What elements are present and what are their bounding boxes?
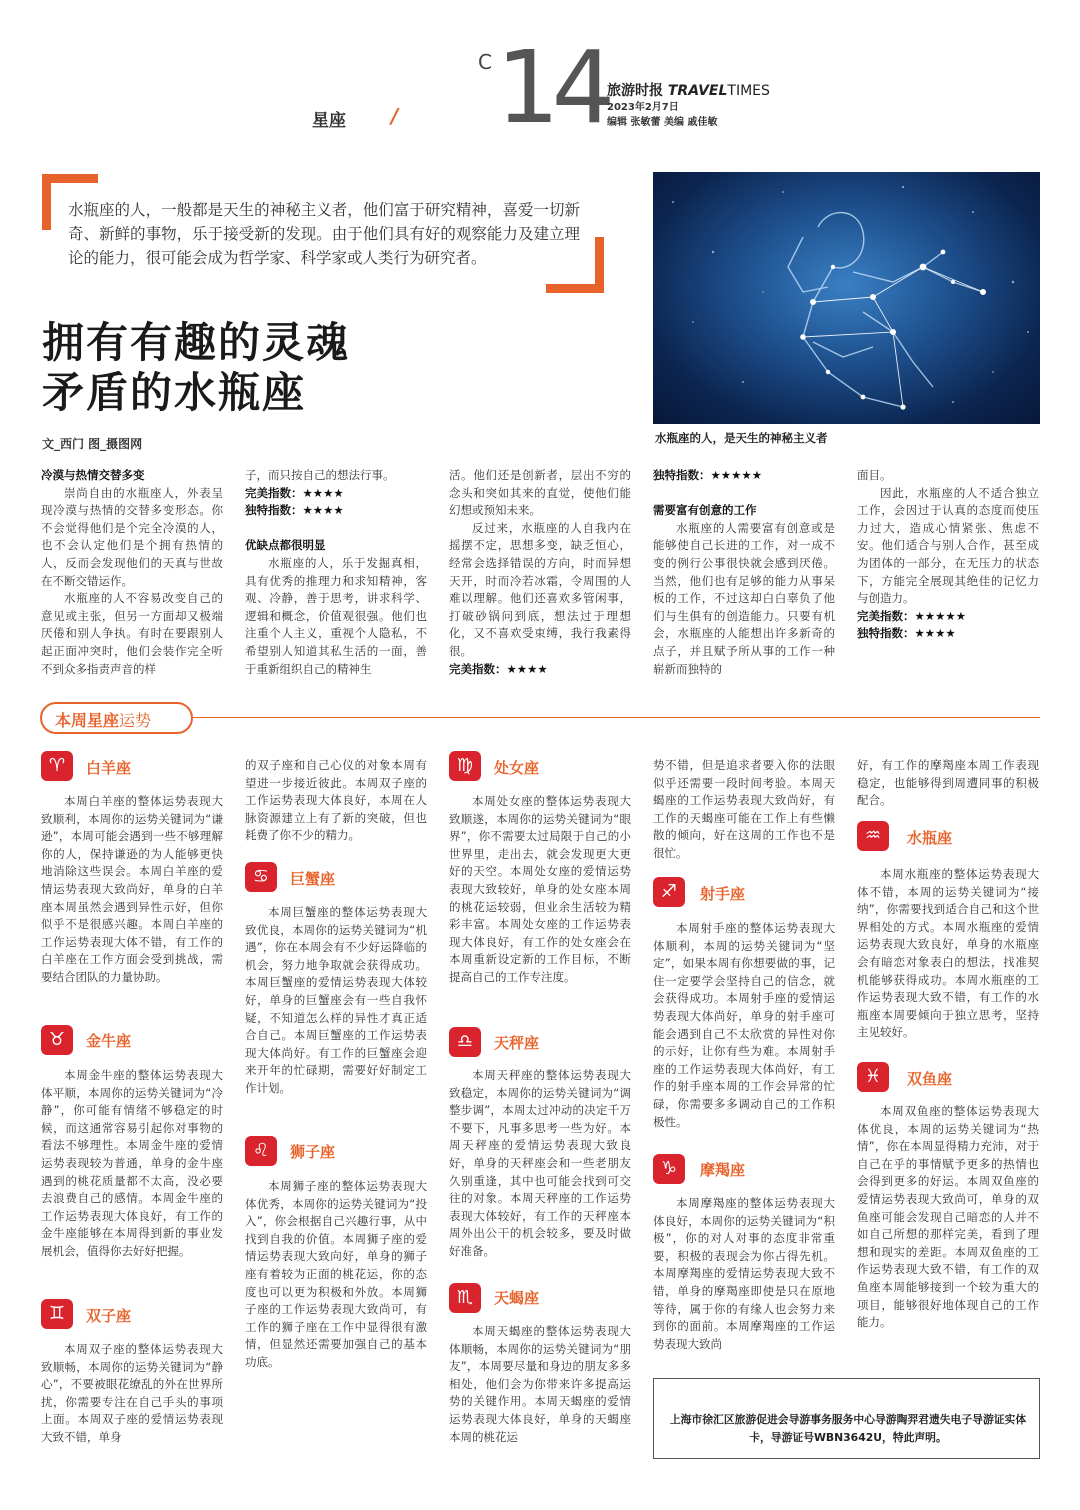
perfect-index: 完美指数：★★★★ — [449, 661, 548, 676]
weekly-horoscope-title — [55, 708, 151, 731]
headline-line-2: 矛盾的水瓶座 — [42, 368, 307, 417]
article-paragraph: 面目。 — [857, 468, 892, 482]
horoscope-paragraph: 本周射手座的整体运势表现大体顺利，本周的运势关键词为“坚定”，如果本周有你想要做的事，记住一定要学会坚持自己的信念，就会获得成功。本周射手座的爱情运势表现大体尚好，单身的射手座可能会遇到自己不太欣赏的异性对你的示好，让你有些为难。本周射手座的工作运势表现大体尚好，有工作的射手座本周的工作会异常的忙碌，你需要多多调动自己的工作积极性。 — [653, 921, 835, 1129]
horoscope-paragraph: 的双子座和自己心仪的对象本周有望进一步接近彼此。本周双子座的工作运势表现大体良好，本周在人脉资源建立上有了新的突破，但也耗费了你不少的精力。 — [245, 758, 427, 843]
scorpio-icon: ♏ — [449, 1283, 481, 1313]
lost-license-notice: 上海市徐汇区旅游促进会导游事务服务中心导游陶羿君遗失电子导游证实体卡，导游证号WBN3642U，特此声明。 — [669, 1413, 1027, 1444]
horoscope-paragraph: 本周双鱼座的整体运势表现大体优良，本周的运势关键词为“热情”，你在本周显得精力充沛，对于自己在乎的事情赋予更多的热情也会得到更多的好运。本周双鱼座的爱情运势表现大致尚可，单身的双鱼座可能会发现自己暗恋的人并不如自己所想的那样完美，看到了理想和现实的差距。本周双鱼座的工作运势表现大致不错，有工作的双鱼座本周能够接到一个较为重大的项目，能够很好地体现自己的工作能力。 — [857, 1104, 1039, 1330]
unique-index: 独特指数：★★★★ — [857, 626, 956, 641]
issue-date: 2023年2月7日 — [607, 102, 679, 113]
band-title-bold: 本周星座 — [55, 711, 120, 730]
horoscope-paragraph: 本周白羊座的整体运势表现大致顺利，本周你的运势关键词为“谦逊”，本周可能会遇到一些不够理解你的人，保持谦逊的为人能够更快地消除这些误会。本周白羊座的爱情运势表现大致尚好，单身的白羊座本周虽然会遇到异性示好，但你似乎不是很感兴趣。本周白羊座的工作运势表现大体不错，有工作的白羊座在工作方面会受到挑战，需要结合团队的力量协助。 — [41, 794, 223, 984]
perfect-index: 完美指数：★★★★ — [245, 485, 344, 500]
article-column-3 — [449, 467, 631, 678]
horoscope-paragraph: 本周处女座的整体运势表现大致顺遂，本周你的运势关键词为“眼界”，你不需要太过局限于自己的小世界里，走出去，就会发现更大更好的天空。本周处女座的爱情运势表现大致较好，单身的处女座本周的桃花运较弱，但业余生活较为精彩丰富。本周处女座的工作运势表现大体良好，有工作的处女座会在本周重新设定新的工作目标，不断提高自己的工作专注度。 — [449, 794, 631, 984]
aries-text — [41, 793, 223, 987]
paper-masthead — [607, 80, 770, 100]
article-column-5 — [857, 467, 1039, 643]
sagittarius-title: 射手座 — [700, 885, 746, 903]
horoscope-paragraph: 本周金牛座的整体运势表现大体平顺，本周你的运势关键词为“冷静”，你可能有情绪不够稳定的时候，而这通常容易引起你对事物的看法不够理性。本周金牛座的爱情运势表现较为普通，单身的金牛座遇到的桃花质量都不太高，没必要去浪费自己的感情。本周金牛座的工作运势表现大体良好，有工作的金牛座能够在本周得到新的事业发展机会，值得你去好好把握。 — [41, 1068, 223, 1258]
horoscope-paragraph: 本周双子座的整体运势表现大致顺畅，本周你的运势关键词为“静心”，不要被眼花缭乱的外在世界所扰，你需要专注在自己手头的事项上面。本周双子座的爱情运势表现大致不错，单身 — [41, 1342, 223, 1444]
horoscope-paragraph: 本周狮子座的整体运势表现大体优秀，本周你的运势关键词为“投入”，你会根据自己兴趣行事，从中找到自我的价值。本周狮子座的爱情运势表现大致向好，单身的狮子座有着较为正面的桃花运，你的态度也可以更为积极和外放。本周狮子座的工作运势表现大致尚可，有工作的狮子座在工作中显得很有激情，但显然还需要加强自己的基本功底。 — [245, 1179, 427, 1369]
article-paragraph: 因此，水瓶座的人不适合独立工作，会因过于认真的态度而使压力过大，造成心情紧张、焦虑不安。他们适合与别人合作，甚至成为团体的一部分，在无压力的状态下，方能完全展现其绝佳的记忆力与创造力。 — [857, 485, 1039, 606]
section-heading: 需要富有创意的工作 — [653, 503, 757, 518]
article-paragraph: 水瓶座的人，乐于发掘真相，具有优秀的推理力和求知精神，客观、冷静，善于思考，讲求科学、逻辑和概念，价值观很强。他们也注重个人主义，重视个人隐私，不希望别人知道其私生活的一面，善于重新组织自己的精神生 — [245, 555, 427, 676]
article-column-4 — [653, 467, 835, 678]
cancer-title: 巨蟹座 — [290, 870, 336, 888]
article-paragraph: 子，而只按自己的想法行事。 — [245, 468, 395, 482]
leo-title: 狮子座 — [290, 1143, 336, 1161]
taurus-icon: ♉ — [41, 1025, 73, 1055]
perfect-index: 完美指数：★★★★★ — [857, 608, 967, 623]
section-heading: 优缺点都很明显 — [245, 538, 326, 553]
band-rule — [193, 717, 1040, 718]
constellation-graphic — [653, 172, 1040, 424]
article-paragraph: 水瓶座的人不容易改变自己的意见或主张，但另一方面却又极端厌倦和别人争执。有时在要跟别人起正面冲突时，他们会装作完全听不到众多指责声音的样 — [41, 591, 223, 676]
pisces-icon: ♓ — [857, 1062, 889, 1092]
scorpio-title: 天蝎座 — [494, 1289, 540, 1307]
article-column-1 — [41, 467, 223, 678]
gemini-icon: ♊ — [41, 1299, 73, 1329]
cancer-text — [245, 904, 427, 1098]
horoscope-paragraph: 势不错，但是追求者要入你的法眼似乎还需要一段时间考验。本周天蝎座的工作运势表现大致尚好，有工作的天蝎座可能在工作上有些懒散的倾向，好在这周的工作也不是很忙。 — [653, 758, 835, 860]
section-heading: 冷漠与热情交替多变 — [41, 468, 145, 482]
libra-text — [449, 1067, 631, 1261]
pisces-title: 双鱼座 — [907, 1070, 953, 1088]
unique-index: 独特指数：★★★★★ — [653, 468, 763, 482]
page-number: 14 — [496, 29, 608, 146]
capricorn-icon: ♑ — [653, 1154, 685, 1184]
cancer-icon: ♋ — [245, 862, 277, 892]
aries-icon: ♈ — [41, 751, 73, 781]
article-column-2 — [245, 467, 427, 678]
leo-text — [245, 1178, 427, 1372]
taurus-title: 金牛座 — [86, 1032, 132, 1050]
band-title-light: 运势 — [119, 711, 152, 730]
horoscope-paragraph: 本周巨蟹座的整体运势表现大致优良，本周你的运势关键词为“机遇”，你在本周会有不少好运降临的机会，努力地争取就会获得成功。本周巨蟹座的爱情运势表现大体较好，单身的巨蟹座会有一些自我怀疑，不知道怎么样的异性才真正适合自己。本周巨蟹座的工作运势表现大体尚好。有工作的巨蟹座会迎来开年的忙碌期，需要好好制定工作计划。 — [245, 905, 427, 1095]
scorpio-text — [449, 1323, 631, 1446]
sagittarius-text — [653, 920, 835, 1131]
aries-title: 白羊座 — [86, 759, 132, 777]
libra-title: 天秤座 — [494, 1034, 540, 1052]
gemini-text — [41, 1341, 223, 1447]
capricorn-text-continued — [857, 757, 1039, 810]
paper-name-en: TIMES — [727, 83, 770, 99]
article-paragraph: 崇尚自由的水瓶座人，外表呈现冷漠与热情的交替多变形态。你不会觉得他们是个完全冷漠的人，也不会认定他们是个拥有热情的人，反而会发现他们的天真与世故在不断交错运作。 — [41, 485, 223, 588]
aquarius-constellation-image — [653, 172, 1040, 424]
capricorn-text — [653, 1195, 835, 1353]
aquarius-title: 水瓶座 — [907, 829, 953, 847]
article-paragraph: 活。他们还是创新者，层出不穷的念头和突如其来的直觉，使他们能幻想或预知未来。 — [449, 468, 631, 518]
editors-line: 编辑 张敏蕾 美编 戚佳敏 — [607, 117, 718, 128]
section-slash: / — [391, 104, 399, 128]
intro-paragraph: 水瓶座的人，一般都是天生的神秘主义者，他们富于研究精神，喜爱一切新奇、新鲜的事物，乐于接受新的发现。由于他们具有好的观察能力及建立理论的能力，很可能会成为哲学家、科学家或人类行为研究者。 — [68, 201, 580, 267]
pisces-text — [857, 1103, 1039, 1332]
section-name: 星座 — [312, 111, 346, 131]
page-letter: C — [478, 50, 492, 74]
horoscope-paragraph: 本周天蝎座的整体运势表现大体顺畅，本周你的运势关键词为“朋友”，本周要尽量和身边的朋友多多相处，他们会为你带来许多提高运势的关键作用。本周天蝎座的爱情运势表现大体良好，单身的天蝎座本周的桃花运 — [449, 1324, 631, 1444]
leo-icon: ♌ — [245, 1136, 277, 1166]
image-caption: 水瓶座的人，是天生的神秘主义者 — [655, 431, 828, 445]
taurus-text — [41, 1067, 223, 1261]
article-paragraph: 反过来，水瓶座的人自我内在摇摆不定，思想多变，缺乏恒心，经常会选择错误的方向，时而异想天开，时而冷若冰霜，令周围的人难以理解。他们还喜欢多管闲事，打破砂锅问到底，想法过于理想化，又不喜欢受束缚，我行我素得很。 — [449, 520, 631, 658]
headline-line-1: 拥有有趣的灵魂 — [42, 318, 351, 367]
libra-icon: ♎ — [449, 1027, 481, 1057]
article-paragraph: 水瓶座的人需要富有创意或是能够使自己长进的工作，对一成不变的例行公事很快就会感到厌倦。当然，他们也有足够的能力从事呆板的工作，不过这却白白辜负了他们与生俱有的创造能力。只要有机会，水瓶座的人能想出许多新奇的点子，并且赋予所从事的工作一种崭新而独特的 — [653, 520, 835, 676]
horoscope-paragraph: 本周摩羯座的整体运势表现大体良好，本周你的运势关键词为“积极”，你的对人对事的态度非常重要，积极的表现会为你占得先机。本周摩羯座的爱情运势表现大致不错，单身的摩羯座即使是只在原地等待，属于你的有缘人也会努力来到你的面前。本周摩羯座的工作运势表现大致尚 — [653, 1196, 835, 1351]
horoscope-paragraph: 好，有工作的摩羯座本周工作表现稳定，也能够得到周遭同事的积极配合。 — [857, 758, 1039, 808]
gemini-title: 双子座 — [86, 1307, 132, 1325]
paper-name-en-bold: TRAVEL — [667, 83, 728, 99]
scorpio-text-continued — [653, 757, 835, 863]
sagittarius-icon: ♐ — [653, 877, 685, 907]
virgo-icon: ♍ — [449, 751, 481, 781]
virgo-title: 处女座 — [494, 759, 540, 777]
unique-index: 独特指数：★★★★ — [245, 503, 344, 518]
aquarius-text — [857, 866, 1039, 1042]
paper-name-cn: 旅游时报 — [607, 83, 663, 99]
byline: 文_西门 图_摄图网 — [42, 437, 143, 451]
headline — [42, 318, 350, 418]
virgo-text — [449, 793, 631, 987]
gemini-text-continued — [245, 757, 427, 845]
horoscope-paragraph: 本周水瓶座的整体运势表现大体不错，本周的运势关键词为“接纳”，你需要找到适合自己和这个世界相处的方式。本周水瓶座的爱情运势表现大致良好，单身的水瓶座会有暗恋对象表白的想法，找准契机能够获得成功。本周水瓶座的工作运势表现大致不错，有工作的水瓶座本周要倾向于独立思考，坚持主见较好。 — [857, 867, 1039, 1040]
aquarius-icon: ♒ — [857, 821, 889, 851]
capricorn-title: 摩羯座 — [700, 1161, 746, 1179]
horoscope-paragraph: 本周天秤座的整体运势表现大致稳定，本周你的运势关键词为“调整步调”，本周太过冲动的决定千万不要下，凡事多思考一些为好。本周天秤座的爱情运势表现大致良好，单身的天秤座会和一些老朋友久别重逢，其中也可能会找到可交往的对象。本周天秤座的工作运势表现大体较好，有工作的天秤座本周外出公干的机会较多，要及时做好准备。 — [449, 1068, 631, 1258]
